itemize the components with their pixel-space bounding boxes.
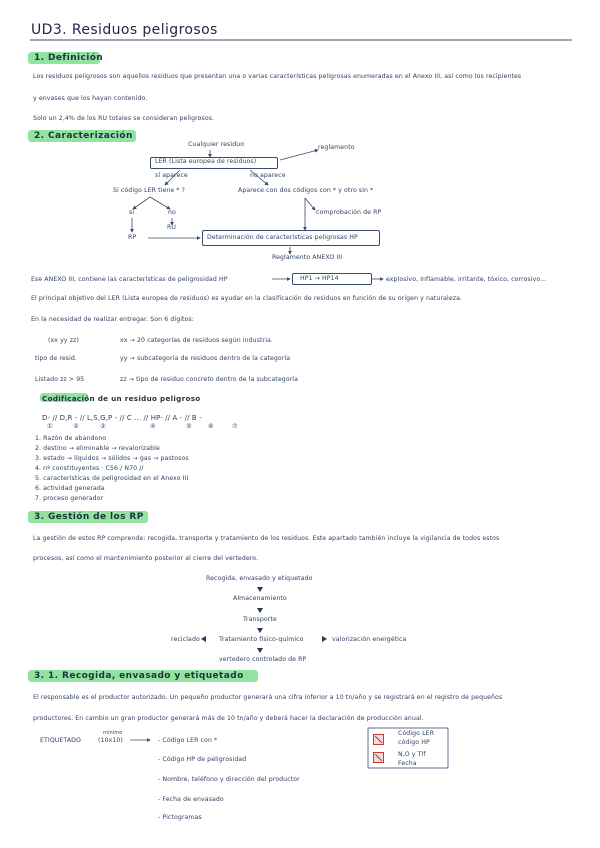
label-hp: código HP — [398, 739, 430, 746]
diagram-rp: RP — [128, 234, 137, 241]
page-title: UD3. Residuos peligrosos — [31, 22, 218, 38]
flow-step-3: Transporte — [243, 616, 277, 623]
etiq-item-4: - Fecha de envasado — [158, 796, 224, 803]
code-number-6: ⑥ — [208, 423, 214, 430]
diagram-ler: LER (Lista europea de residuos) — [155, 158, 257, 165]
diagram-determinacion: Determinación de características peligrosas HP — [207, 234, 358, 241]
flow-step-4-left: reciclado — [171, 636, 200, 643]
flow-step-1: Recogida, envasado y etiquetado — [206, 575, 313, 582]
ler-row-1-a: (xx yy zz) — [48, 337, 79, 344]
etiq-item-1: - Código LER con * — [158, 737, 218, 744]
ler-row-3-b: zz → tipo de residuo concreto dentro de la subcategoría — [120, 376, 298, 383]
s1-line-1: Los residuos peligrosos son aquellos residuos que presentan una o varias características peligrosas enumeradas en el Anexo III, así como los recipientes — [33, 73, 522, 80]
diagram-reglamento: reglamento — [318, 144, 355, 151]
flow-step-4: Tratamiento físico-químico — [219, 636, 304, 643]
cod-item-7: 7. proceso generador — [35, 495, 104, 502]
cod-item-2: 2. destino → eliminable → revalorizable — [35, 445, 160, 452]
flow-step-2: Almacenamiento — [233, 595, 287, 602]
etiquetado-label: ETIQUETADO — [40, 737, 81, 744]
cod-item-1: 1. Razón de abandono — [35, 435, 107, 442]
section-1-heading: 1. Definición — [34, 53, 104, 63]
s2-paragraph-1b: explosivo, inflamable, irritante, tóxico, corrosivo... — [386, 276, 547, 283]
etiquetado-min: mínimo — [103, 730, 123, 736]
codificacion-heading: Codificación de un residuo peligroso — [42, 394, 201, 403]
diagram-any-residue: Cualquier residuo — [188, 141, 245, 148]
diagram-reglamento-anexo: Reglamento ANEXO III — [272, 254, 343, 261]
cod-item-5: 5. características de peligrosidad en el Anexo III — [35, 475, 189, 482]
ler-row-1-b: xx → 20 categorías de residuos según industria. — [120, 337, 273, 344]
diagram-si: sí — [129, 209, 135, 216]
s2-paragraph-2: El principal objetivo del LER (Lista europea de residuos) es ayudar en la clasificación de residuos en función de su origen y naturaleza. — [31, 295, 463, 302]
etiq-item-5: - Pictogramas — [158, 814, 202, 821]
s1-line-2: y envases que los hayan contenido. — [33, 95, 148, 102]
diagram-no-aparece: no aparece — [250, 172, 286, 179]
ler-row-3-a: Listado zz > 95 — [35, 376, 85, 383]
code-number-1: ① — [47, 423, 53, 430]
ler-row-2-b: yy → subcategoría de residuos dentro de la categoría — [120, 355, 291, 362]
etiquetado-size: (10x10) — [98, 737, 123, 744]
diagram-aparece-dos: Aparece con dos códigos con * y otro sin * — [238, 187, 374, 194]
diagram-no: no — [168, 209, 176, 216]
flow-step-5: vertedero controlado de RP — [219, 656, 307, 663]
diagram-si-aparece: sí aparece — [155, 172, 188, 179]
s2-hp-range: HP1 → HP14 — [300, 275, 339, 282]
s2-paragraph-3: En la necesidad de realizar entregar. Son 6 dígitos: — [31, 316, 194, 323]
label-contact: N,O y Tlf — [398, 751, 426, 758]
section-31-heading: 3. 1. Recogida, envasado y etiquetado — [34, 671, 244, 681]
s3-line-2: procesos, así como el mantenimiento posterior al cierre del vertedero. — [33, 555, 259, 562]
diagram-question: Si código LER tiene * ? — [113, 187, 186, 194]
cod-item-6: 6. actividad generada — [35, 485, 105, 492]
hazard-pictogram-icon — [373, 734, 384, 745]
etiq-item-3: - Nombre, teléfono y dirección del productor — [158, 776, 300, 783]
flow-step-4-right: valorización energética — [332, 636, 407, 643]
diagram-ru: RU — [167, 224, 177, 231]
code-number-2: ② — [73, 423, 79, 430]
hazard-pictogram-icon — [373, 752, 384, 763]
s2-paragraph-1a: Ese ANEXO III, contiene las características de peligrosidad HP — [31, 276, 228, 283]
cod-item-4: 4. nº constituyentes · C56 / N70 // — [35, 465, 144, 472]
s1-line-3: Solo un 2,4% de los RU totales se consideran peligrosos. — [33, 115, 215, 122]
code-number-7: ⑦ — [232, 423, 238, 430]
section-3-heading: 3. Gestión de los RP — [34, 512, 144, 522]
section-2-heading: 2. Caracterización — [34, 131, 133, 141]
label-fecha: Fecha — [398, 760, 417, 767]
s3-line-1: La gestión de estos RP comprende: recogida, transporte y tratamiento de los residuos. Este apartado también incluye la vigilancia de todos estos — [33, 535, 500, 542]
code-number-3: ③ — [100, 423, 106, 430]
label-ler: Código LER — [398, 730, 435, 737]
ler-row-2-a: tipo de resid. — [35, 355, 77, 362]
codificacion-code: D- // D,R - // L,S,G,P - // C ... // HP- // A - // B - — [42, 414, 202, 422]
s31-line-2: productores. En cambio un gran productor generará más de 10 tn/año y deberá hacer la declaración de producción anual. — [33, 715, 424, 722]
diagram-comprobacion: comprobación de RP — [316, 209, 382, 216]
code-number-4: ④ — [150, 423, 156, 430]
code-number-5: ⑤ — [186, 423, 192, 430]
s31-line-1: El responsable es el productor autorizado. Un pequeño productor generará una cifra inferior a 10 tn/año y se registrará en el registro de pequeños — [33, 694, 503, 701]
etiq-item-2: - Código HP de peligrosidad — [158, 756, 247, 763]
cod-item-3: 3. estado → líquidos → sólidos → gas → pastosos — [35, 455, 189, 462]
